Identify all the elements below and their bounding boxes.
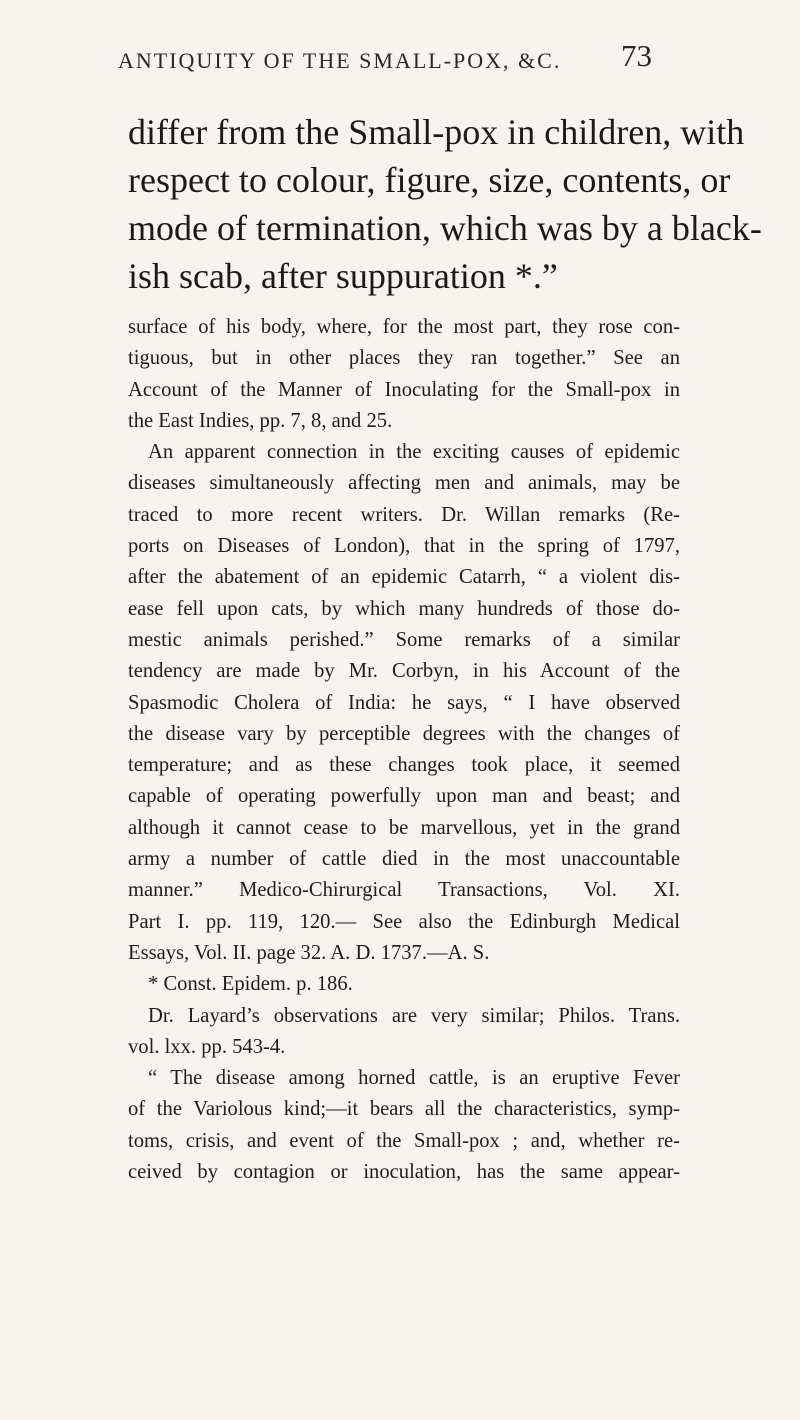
footnote-line: ceived by contagion or inoculation, has the same appear- [128,1161,680,1184]
footnote-line: mestic animals perished.” Some remarks of a similar [128,628,680,651]
page-number: 73 [621,38,652,73]
footnote-line: although it cannot cease to be marvellous, yet in the grand [128,816,680,839]
footnote-line: after the abatement of an epidemic Catarrh, “ a violent dis- [128,566,680,589]
footnote-line: surface of his body, where, for the most part, they rose con- [128,316,680,338]
footnote-line: the disease vary by perceptible degrees with the changes of [128,722,680,745]
footnote-line: Essays, Vol. II. page 32. A. D. 1737.—A. S. [128,941,490,964]
footnote-line: tendency are made by Mr. Corbyn, in his Account of the [128,660,680,683]
footnote-line: toms, crisis, and event of the Small-pox ; and, whether re- [128,1129,680,1152]
main-text-line: differ from the Small-pox in children, with [128,112,745,152]
footnote-line: the East Indies, pp. 7, 8, and 25. [128,409,393,432]
footnote-line: Account of the Manner of Inoculating for the Small-pox in [128,378,680,401]
footnote-line: ports on Diseases of London), that in the spring of 1797, [128,535,680,558]
footnote-line: manner.” Medico-Chirurgical Transactions, Vol. XI. [128,879,680,902]
footnote-line: “ The disease among horned cattle, is an eruptive Fever [148,1067,680,1090]
footnote-line: army a number of cattle died in the most unaccountable [128,848,680,871]
footnote-line: * Const. Epidem. p. 186. [148,973,353,996]
running-title: ANTIQUITY OF THE SMALL-POX, &C. [118,48,562,73]
footnote-line: of the Variolous kind;—it bears all the characteristics, symp- [128,1098,680,1121]
footnote-line: An apparent connection in the exciting causes of epidemic [148,441,680,464]
footnote-line: vol. lxx. pp. 543-4. [128,1035,286,1058]
footnote-line: temperature; and as these changes took place, it seemed [128,754,680,777]
footnote-line: ease fell upon cats, by which many hundreds of those do- [128,597,680,620]
footnote-line: Spasmodic Cholera of India: he says, “ I have observed [128,691,680,714]
footnote-line: tiguous, but in other places they ran together.” See an [128,347,680,370]
main-text-line: mode of termination, which was by a black- [128,208,762,248]
footnote-block [128,312,680,1188]
footnote-line: Dr. Layard’s observations are very similar; Philos. Trans. [148,1004,680,1027]
footnote-line: diseases simultaneously affecting men and animals, may be [128,472,680,495]
main-text-block [128,108,762,300]
footnote-line: traced to more recent writers. Dr. Willan remarks (Re- [128,503,680,526]
footnote-line: capable of operating powerfully upon man and beast; and [128,785,680,808]
footnote-line: Part I. pp. 119, 120.— See also the Edinburgh Medical [128,910,680,933]
main-text-line: respect to colour, figure, size, contents, or [128,160,731,200]
main-text-line: ish scab, after suppuration *.” [128,256,558,296]
